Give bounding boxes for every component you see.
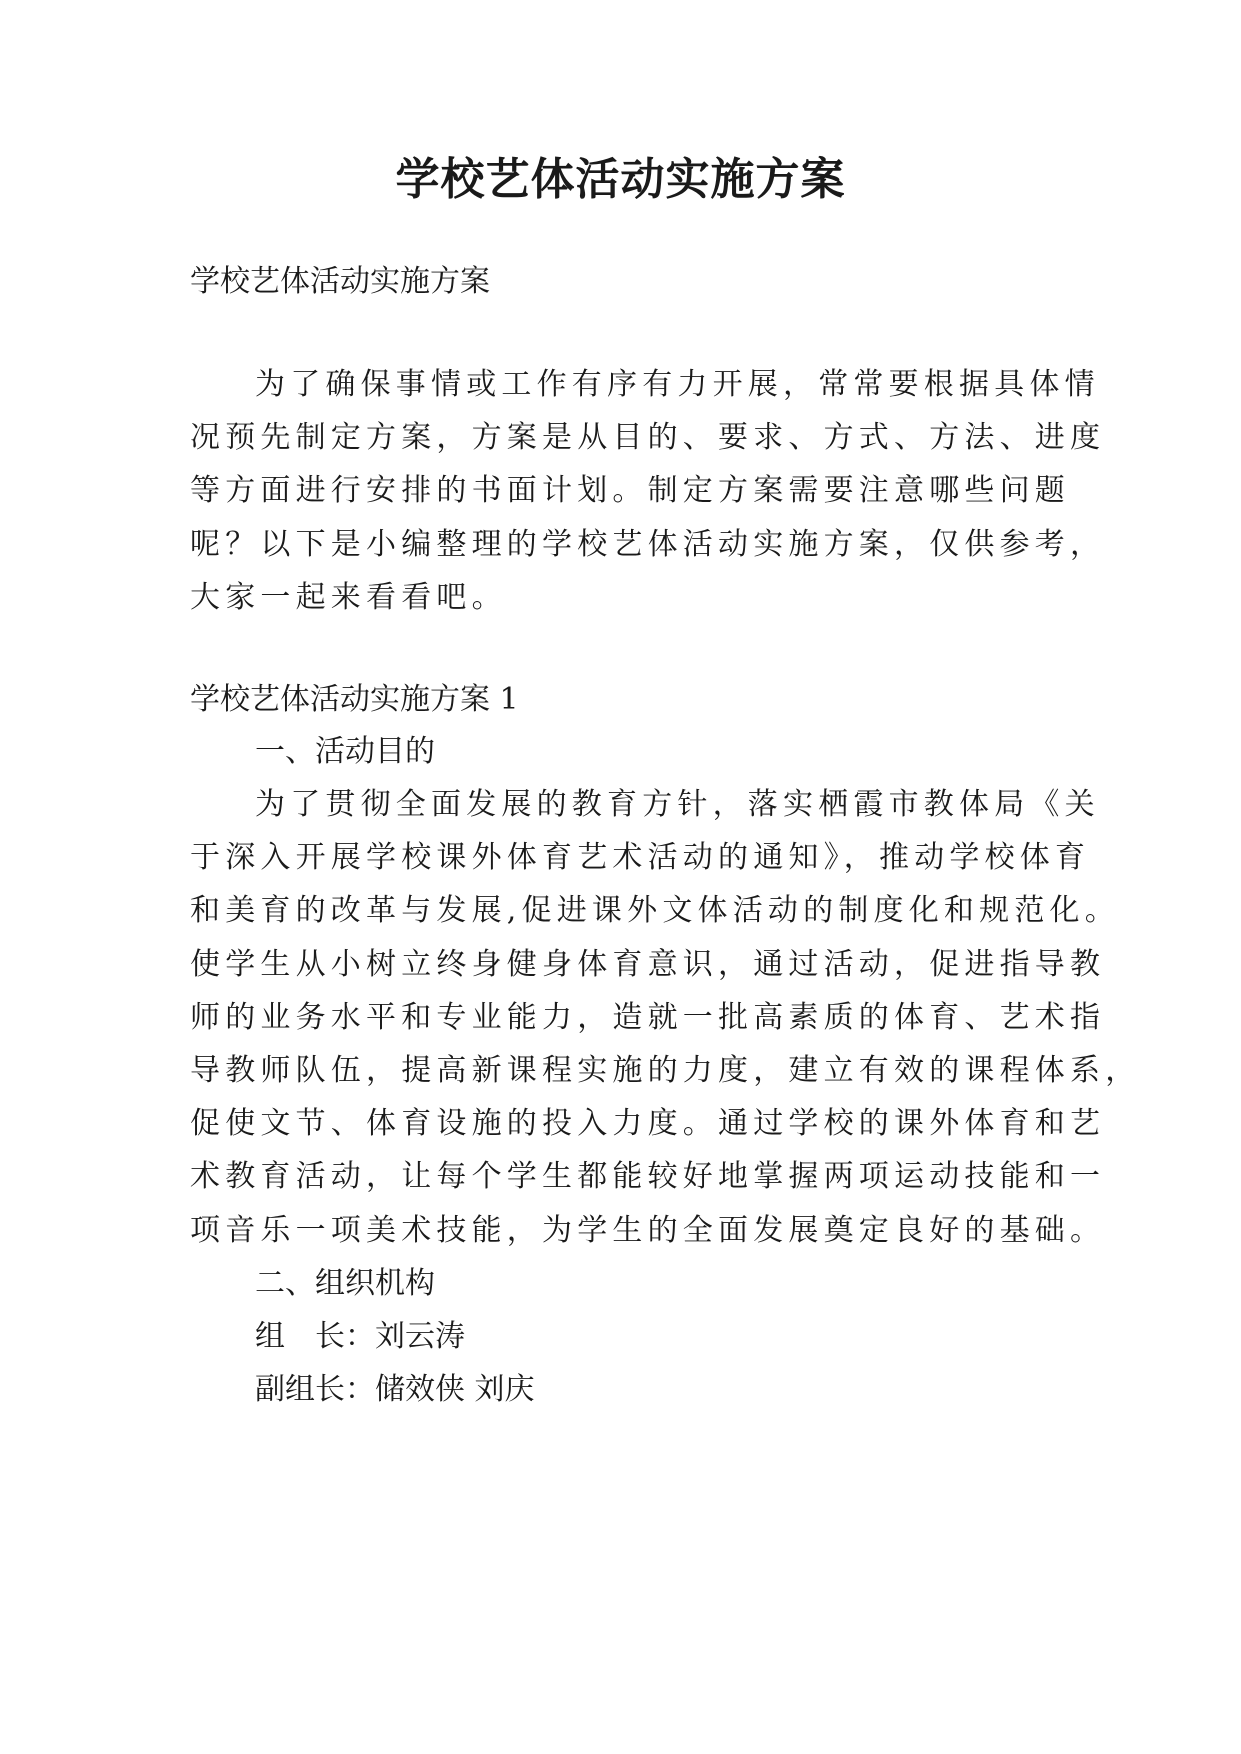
body-line: 于深入开展学校课外体育艺术活动的通知》，推动学校体育 bbox=[190, 840, 1091, 875]
body-line: 项音乐一项美术技能，为学生的全面发展奠定良好的基础。 bbox=[190, 1213, 1106, 1248]
document-title: 学校艺体活动实施方案 bbox=[395, 154, 846, 205]
intro-line: 呢？以下是小编整理的学校艺体活动实施方案，仅供参考， bbox=[190, 527, 1106, 562]
intro-line: 况预先制定方案，方案是从目的、要求、方式、方法、进度 bbox=[190, 420, 1106, 455]
body-line: 师的业务水平和专业能力，造就一批高素质的体育、艺术指 bbox=[190, 1000, 1106, 1035]
document-subtitle: 学校艺体活动实施方案 bbox=[190, 264, 490, 299]
body-line: 导教师队伍，提高新课程实施的力度，建立有效的课程体系， bbox=[190, 1053, 1141, 1088]
deputy-leader-line: 副组长：储效侠 刘庆 bbox=[255, 1372, 535, 1407]
body-line: 使学生从小树立终身健身体育意识，通过活动，促进指导教 bbox=[190, 947, 1106, 982]
sub-heading-purpose: 一、活动目的 bbox=[255, 734, 435, 769]
intro-line: 为了确保事情或工作有序有力开展，常常要根据具体情 bbox=[255, 367, 1100, 402]
body-line: 术教育活动，让每个学生都能较好地掌握两项运动技能和一 bbox=[190, 1159, 1106, 1194]
body-line: 促使文节、体育设施的投入力度。通过学校的课外体育和艺 bbox=[190, 1106, 1106, 1141]
intro-line: 大家一起来看看吧。 bbox=[190, 580, 507, 615]
body-line: 和美育的改革与发展,促进课外文体活动的制度化和规范化。 bbox=[190, 893, 1120, 928]
sub-heading-organization: 二、组织机构 bbox=[255, 1266, 435, 1301]
body-line: 为了贯彻全面发展的教育方针，落实栖霞市教体局《关 bbox=[255, 787, 1100, 822]
section-heading: 学校艺体活动实施方案 1 bbox=[190, 682, 519, 717]
leader-line: 组 长：刘云涛 bbox=[255, 1319, 465, 1354]
intro-line: 等方面进行安排的书面计划。制定方案需要注意哪些问题 bbox=[190, 473, 1070, 508]
